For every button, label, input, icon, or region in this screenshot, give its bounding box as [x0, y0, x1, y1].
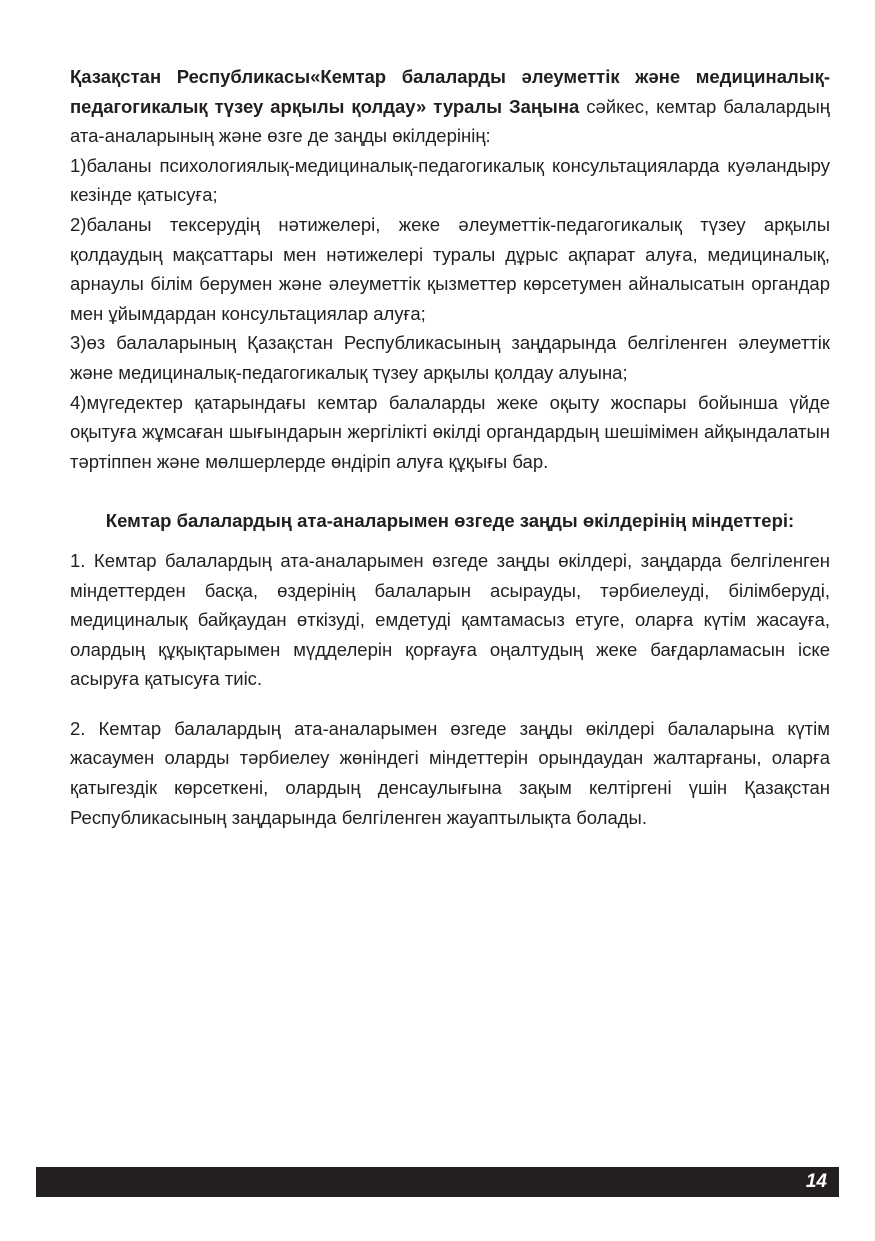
law-reference: Қазақстан Республикасы«Кемтар балаларды әлеуметтік және медициналық-педагогикалық түзеу арқылы қолдау» туралы Заңына	[70, 66, 830, 117]
page-number: 14	[805, 1171, 827, 1192]
rights-list-item: 2)баланы тексерудің нәтижелері, жеке әлеуметтік-педагогикалық түзеу арқылы қолдаудың мақсаттары мен нәтижелері туралы дұрыс ақпарат алуға, медициналық, арнаулы білім берумен және әлеуметтік қызметтер көрсетумен айналысатын органдар мен ұйымдардан консультациялар алуға;	[70, 213, 830, 324]
document-page	[70, 62, 830, 832]
intro-paragraph	[70, 62, 830, 476]
rights-list-item: 1)баланы психологиялық-медициналық-педагогикалық консультацияларда куәландыру кезінде қатысуға;	[70, 154, 830, 206]
intro-lead-text: сәйкес, кемтар балалардың ата-аналарының және өзге де заңды өкілдерінің:	[70, 95, 830, 147]
duty-paragraph: 1. Кемтар балалардың ата-аналарымен өзгеде заңды өкілдері, заңдарда белгіленген міндеттерден басқа, өздерінің балаларын асырауды, тәрбиелеуді, білімберуді, медициналық байқаудан өткізуді, емдетуді қамтамасыз етуге, оларға күтім жасауға, олардың құқықтарымен мүдделерін қорғауға оңалтудың жеке бағдарламасын іске асыруға қатысуға тиіс.	[70, 549, 830, 690]
section-heading: Кемтар балалардың ата-аналарымен өзгеде заңды өкілдерінің міндеттері:	[105, 510, 795, 532]
duty-paragraph: 2. Кемтар балалардың ата-аналарымен өзгеде заңды өкілдері балаларына күтім жасаумен оларды тәрбиелеу жөніндегі міндеттерін орындаудан жалтарғаны, оларға қатыгездік көрсеткені, олардың денсаулығына зақым келтіргені үшін Қазақстан Республикасының заңдарында белгіленген жауаптылықта болады.	[70, 717, 830, 828]
rights-list-item: 3)өз балаларының Қазақстан Республикасының заңдарында белгіленген әлеуметтік және медициналық-педагогикалық түзеу арқылы қолдау алуына;	[70, 332, 830, 383]
footer-bar	[36, 1167, 839, 1197]
rights-list-item: 4)мүгедектер қатарындағы кемтар балаларды жеке оқыту жоспары бойынша үйде оқытуға жұмсаған шығындарын жергілікті өкілді органдардың шешімімен айқындалатын тәртіппен және мөлшерлерде өндіріп алуға құқығы бар.	[70, 391, 830, 472]
